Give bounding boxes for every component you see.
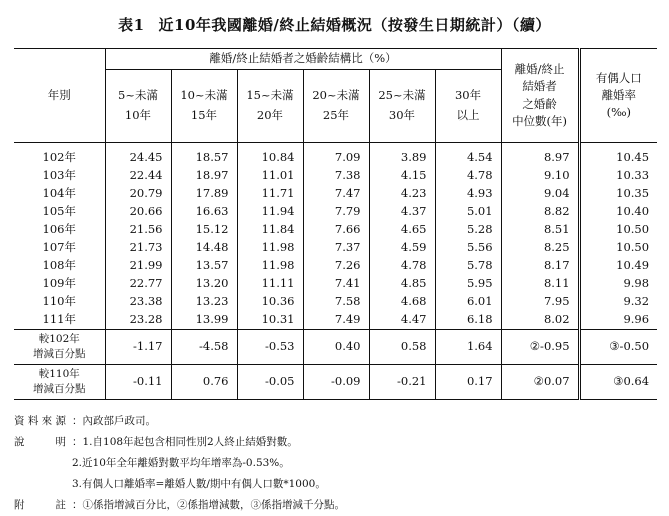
header-band-20-25: 20~未滿 25年 (303, 70, 369, 143)
explanation-note-1: 說明 ： 1.自108年起包含相同性別2人終止結婚對數。 (14, 436, 298, 448)
table-row (14, 143, 657, 168)
header-age-structure-group: 離婚/終止結婚者之婚齡結構比（%） (105, 49, 501, 70)
comparison-cell: 1.64 (435, 330, 501, 365)
data-cell: 6.18 (435, 311, 501, 330)
data-cell: 20.79 (105, 185, 171, 203)
comparison-cell: -0.09 (303, 365, 369, 400)
data-cell: 5.95 (435, 275, 501, 293)
data-cell: 8.51 (501, 221, 579, 239)
table-row (14, 167, 657, 185)
row-year: 109年 (42, 276, 76, 291)
data-cell: 14.48 (171, 239, 237, 257)
comparison-row (14, 365, 657, 400)
comparison-cell: -4.58 (171, 330, 237, 365)
comparison-cell: 0.76 (171, 365, 237, 400)
header-band-15-20: 15~未滿 20年 (237, 70, 303, 143)
data-cell: 11.71 (237, 185, 303, 203)
data-cell: 4.47 (369, 311, 435, 330)
data-cell: 9.04 (501, 185, 579, 203)
data-cell: 7.09 (303, 143, 369, 168)
data-cell: 18.97 (171, 167, 237, 185)
data-cell: 8.25 (501, 239, 579, 257)
data-cell: 4.15 (369, 167, 435, 185)
comparison-cell: -0.53 (237, 330, 303, 365)
data-cell: 11.94 (237, 203, 303, 221)
data-cell: 4.85 (369, 275, 435, 293)
data-cell: 9.32 (579, 293, 657, 311)
row-year: 110年 (42, 294, 76, 309)
data-cell: 8.02 (501, 311, 579, 330)
data-cell: 4.54 (435, 143, 501, 168)
data-cell: 4.23 (369, 185, 435, 203)
comparison-cell: -1.17 (105, 330, 171, 365)
row-year: 105年 (42, 204, 76, 219)
table-row (14, 221, 657, 239)
data-cell: 4.37 (369, 203, 435, 221)
data-cell: 10.50 (579, 239, 657, 257)
annex-note: 附註 ： ①係指增減百分比，②係指增減數，③係指增減千分點。 (14, 499, 345, 511)
comparison-label: 較102年 增減百分點 (14, 330, 105, 365)
row-year: 106年 (42, 222, 76, 237)
data-cell: 4.68 (369, 293, 435, 311)
comparison-cell: 0.17 (435, 365, 501, 400)
table-row (14, 257, 657, 275)
data-cell: 4.65 (369, 221, 435, 239)
data-cell: 7.37 (303, 239, 369, 257)
row-year: 111年 (14, 311, 105, 330)
header-band-25-30: 25~未滿 30年 (369, 70, 435, 143)
data-cell: 5.56 (435, 239, 501, 257)
comparison-cell: ②-0.95 (501, 330, 579, 365)
data-cell: 6.01 (435, 293, 501, 311)
data-cell: 7.38 (303, 167, 369, 185)
data-cell: 10.50 (579, 221, 657, 239)
data-cell: 5.78 (435, 257, 501, 275)
data-cell: 5.01 (435, 203, 501, 221)
data-cell: 9.96 (579, 311, 657, 330)
data-cell: 11.01 (237, 167, 303, 185)
header-band-5-10: 5~未滿 10年 (105, 70, 171, 143)
divorce-statistics-table (14, 48, 657, 400)
explanation-note-3: 3.有偶人口離婚率=離婚人數/期中有偶人口數*1000。 (72, 478, 326, 490)
table-title-text: 近10年我國離婚/終止結婚概況（按發生日期統計）（續） (158, 16, 551, 34)
data-cell: 10.45 (579, 143, 657, 168)
data-cell: 23.38 (105, 293, 171, 311)
comparison-cell: 0.58 (369, 330, 435, 365)
data-cell: 20.66 (105, 203, 171, 221)
data-cell: 10.35 (579, 185, 657, 203)
data-cell: 7.58 (303, 293, 369, 311)
table-notes (14, 411, 657, 516)
data-cell: 22.77 (105, 275, 171, 293)
data-cell: 7.49 (303, 311, 369, 330)
data-cell: 7.79 (303, 203, 369, 221)
data-cell: 10.33 (579, 167, 657, 185)
data-cell: 13.20 (171, 275, 237, 293)
data-cell: 10.40 (579, 203, 657, 221)
table-row (14, 185, 657, 203)
comparison-cell: -0.05 (237, 365, 303, 400)
data-cell: 3.89 (369, 143, 435, 168)
header-year: 年別 (14, 49, 105, 143)
data-cell: 11.98 (237, 239, 303, 257)
table-row (14, 293, 657, 311)
data-cell: 15.12 (171, 221, 237, 239)
table-title (0, 14, 669, 35)
data-cell: 17.89 (171, 185, 237, 203)
comparison-cell: ③0.64 (579, 365, 657, 400)
data-cell: 10.36 (237, 293, 303, 311)
data-cell: 8.11 (501, 275, 579, 293)
row-year: 108年 (42, 258, 76, 273)
data-cell: 8.97 (501, 143, 579, 168)
data-cell: 7.47 (303, 185, 369, 203)
explanation-note-2: 2.近10年全年離婚對數平均年增率為-0.53%。 (72, 457, 290, 469)
data-cell: 4.78 (435, 167, 501, 185)
header-band-30-plus: 30年 以上 (435, 70, 501, 143)
comparison-label: 較110年 增減百分點 (14, 365, 105, 400)
data-cell: 4.93 (435, 185, 501, 203)
data-cell: 7.26 (303, 257, 369, 275)
header-median-duration: 離婚/終止 結婚者 之婚齡 中位數(年) (501, 49, 579, 143)
data-cell: 16.63 (171, 203, 237, 221)
comparison-cell: -0.11 (105, 365, 171, 400)
data-cell: 10.49 (579, 257, 657, 275)
header-divorce-rate: 有偶人口 離婚率 (‰) (579, 49, 657, 143)
data-cell: 4.59 (369, 239, 435, 257)
comparison-row (14, 330, 657, 365)
data-cell: 21.56 (105, 221, 171, 239)
data-cell: 21.99 (105, 257, 171, 275)
data-cell: 13.23 (171, 293, 237, 311)
row-year: 104年 (42, 186, 76, 201)
table-row (14, 275, 657, 293)
table-number: 表1 (118, 16, 145, 34)
data-cell: 7.95 (501, 293, 579, 311)
row-year: 102年 (42, 149, 76, 164)
source-note: 資料來源 ： 內政部戶政司。 (14, 415, 156, 427)
comparison-cell: 0.40 (303, 330, 369, 365)
data-cell: 13.57 (171, 257, 237, 275)
data-cell: 4.78 (369, 257, 435, 275)
data-cell: 11.84 (237, 221, 303, 239)
data-cell: 7.66 (303, 221, 369, 239)
row-year: 107年 (42, 240, 76, 255)
header-band-10-15: 10~未滿 15年 (171, 70, 237, 143)
data-cell: 9.98 (579, 275, 657, 293)
data-cell: 8.17 (501, 257, 579, 275)
data-cell: 9.10 (501, 167, 579, 185)
data-cell: 11.98 (237, 257, 303, 275)
row-year: 103年 (42, 168, 76, 183)
data-cell: 21.73 (105, 239, 171, 257)
table-row (14, 239, 657, 257)
data-cell: 22.44 (105, 167, 171, 185)
data-cell: 7.41 (303, 275, 369, 293)
data-cell: 18.57 (171, 143, 237, 168)
table-row (14, 311, 657, 330)
comparison-cell: -0.21 (369, 365, 435, 400)
comparison-cell: ②0.07 (501, 365, 579, 400)
data-cell: 13.99 (171, 311, 237, 330)
data-cell: 10.31 (237, 311, 303, 330)
data-cell: 8.82 (501, 203, 579, 221)
data-cell: 10.84 (237, 143, 303, 168)
data-cell: 11.11 (237, 275, 303, 293)
table-row (14, 203, 657, 221)
data-cell: 24.45 (105, 143, 171, 168)
data-cell: 23.28 (105, 311, 171, 330)
data-cell: 5.28 (435, 221, 501, 239)
comparison-cell: ③-0.50 (579, 330, 657, 365)
